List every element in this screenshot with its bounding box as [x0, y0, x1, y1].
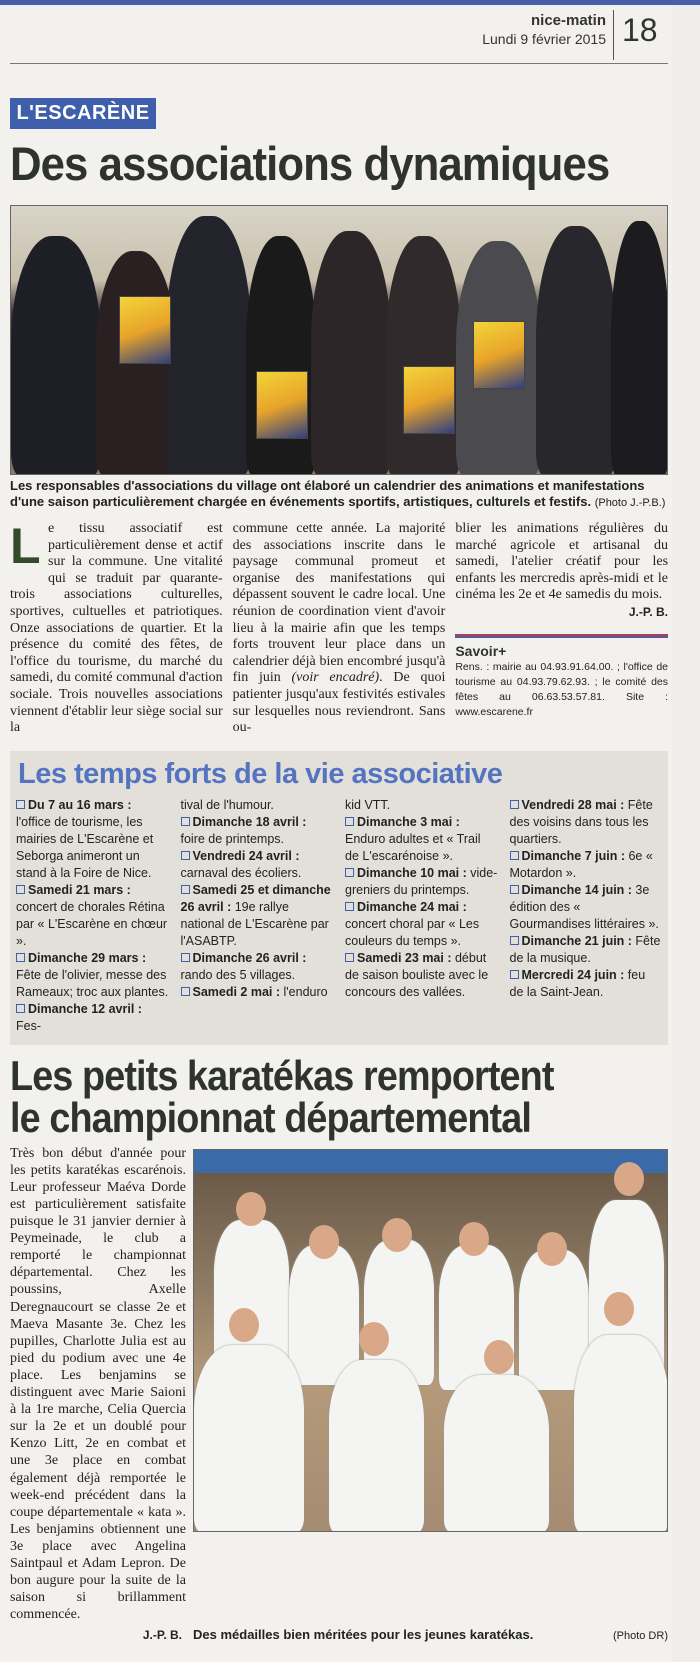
event-date: Dimanche 24 mai :: [357, 899, 467, 914]
event-date: Dimanche 21 juin :: [521, 933, 632, 948]
event-date: Vendredi 28 mai :: [521, 797, 625, 812]
event-date: Mercredi 24 juin :: [521, 967, 625, 982]
events-column: [510, 797, 663, 1035]
article-column-1: [10, 521, 223, 737]
square-bullet-icon: [345, 953, 354, 962]
square-bullet-icon: [16, 885, 25, 894]
event-item: [510, 967, 663, 1001]
column-text: e tissu associatif est particulièrement dense et actif sur la commune. Une vitalité qui se traduit par quarante-trois associations culturelles, sportives, cultuelles et patriotiques. Onze associations de quartier. Et la présence du comité des fêtes, de l'office du tourisme, du marché du samedi, du comité communal d'action sociale. Trois nouvelles associations viennent d'établir leur siège social sur la: [10, 521, 223, 736]
event-item: [510, 933, 663, 967]
square-bullet-icon: [510, 885, 519, 894]
column-text: blier les animations régulières du marché agricole et artisanal du samedi, l'atelier créatif pour les enfants les mercredis après-midi et le cinéma les 2e et 4e samedis du mois.: [455, 521, 669, 603]
savoir-text: Rens. : mairie au 04.93.91.64.00. ; l'office de tourisme au 04.93.79.62.93. ; le comité des fêtes au 06.63.53.57.81. Site : www.escarene.fr: [455, 660, 669, 718]
event-item: [510, 848, 663, 882]
square-bullet-icon: [510, 851, 519, 860]
event-item: [181, 882, 334, 950]
square-bullet-icon: [181, 851, 190, 860]
event-item: [181, 814, 334, 848]
event-item: [345, 797, 498, 814]
event-text: 6e « Motardon ».: [509, 848, 653, 880]
photo-credit: (Photo J.-P.B.): [594, 497, 666, 509]
event-text: début de saison bouliste avec le concours des vallées.: [345, 950, 489, 999]
event-text: Enduro adultes et « Trail de L'escarénoise ».: [345, 831, 481, 863]
square-bullet-icon: [181, 817, 190, 826]
event-item: [345, 814, 498, 865]
square-bullet-icon: [16, 953, 25, 962]
column-emphasis: (voir encadré): [291, 670, 380, 686]
section-label: L'ESCARÈNE: [10, 98, 156, 129]
photo-caption: Des médailles bien méritées pour les jeunes karatékas.: [193, 1627, 534, 1643]
square-bullet-icon: [345, 817, 354, 826]
event-date: Dimanche 10 mai :: [357, 865, 467, 880]
event-text: kid VTT.: [345, 797, 391, 812]
issue-date: Lundi 9 février 2015: [482, 31, 606, 47]
event-item: [16, 1001, 169, 1035]
square-bullet-icon: [510, 800, 519, 809]
title-line: le championnat départemental: [10, 1093, 531, 1141]
event-date: Dimanche 29 mars :: [28, 950, 147, 965]
events-column: [181, 797, 334, 1035]
event-item: [345, 950, 498, 1001]
event-item: [345, 899, 498, 950]
event-date: Dimanche 3 mai :: [357, 814, 460, 829]
author-signature: J.-P. B.: [142, 1628, 182, 1643]
events-columns: [16, 797, 662, 1035]
square-bullet-icon: [510, 936, 519, 945]
article-title-2: [10, 1051, 668, 1141]
events-box: [10, 751, 668, 1045]
publication-name: nice-matin: [530, 12, 606, 29]
event-item: [181, 848, 334, 882]
event-text: concert choral par « Les couleurs du temps ».: [345, 916, 480, 948]
square-bullet-icon: [16, 1004, 25, 1013]
event-text: concert de chorales Rétina par « L'Escarène en chœur ».: [16, 899, 168, 948]
event-text: carnaval des écoliers.: [180, 865, 302, 880]
caption-text: Les responsables d'associations du village ont élaboré un calendrier des animations et manifestations d'une saison particulièrement chargée en événements sportifs, artistiques, culturels et festifs.: [10, 478, 645, 509]
event-text: tival de l'humour.: [180, 797, 274, 812]
event-item: [16, 797, 169, 882]
square-bullet-icon: [181, 953, 190, 962]
square-bullet-icon: [181, 885, 190, 894]
column-text: commune cette année. La majorité des associations inscrite dans le paysage communal promeut et organise des manifestations qui dépassent souvent le cadre local. Une réunion de coordination vient d'avoir lieu à la mairie afin que les temps forts trouvent leur place dans un calendrier déjà bien encombré jusqu'à fin juin: [232, 521, 446, 686]
events-box-title: Les temps forts de la vie associative: [18, 757, 503, 790]
event-text: feu de la Saint-Jean.: [509, 967, 646, 999]
event-text: l'office de tourisme, les mairies de L'Escarène et Seborga animeront un stand à la Foire de Nice.: [16, 814, 154, 880]
event-text: rando des 5 villages.: [180, 967, 296, 982]
event-item: [345, 865, 498, 899]
event-date: Du 7 au 16 mars :: [28, 797, 132, 812]
event-date: Dimanche 12 avril :: [28, 1001, 142, 1016]
square-bullet-icon: [345, 868, 354, 877]
event-text: Fête de l'olivier, messe des Rameaux; troc aux plantes.: [16, 967, 169, 999]
savoir-title: Savoir+: [455, 642, 507, 659]
event-text: vide-greniers du printemps.: [345, 865, 498, 897]
event-item: [181, 950, 334, 984]
article-column-3: [455, 521, 668, 720]
event-date: Dimanche 26 avril :: [192, 950, 307, 965]
events-column: [16, 797, 169, 1035]
event-item: [181, 797, 334, 814]
event-text: 3e édition des « Gourmandises littéraires ».: [509, 882, 659, 931]
event-text: Fête des voisins dans tous les quartiers.: [509, 797, 653, 846]
event-date: Samedi 2 mai :: [192, 984, 281, 999]
page-flow: [10, 0, 668, 1662]
event-date: Dimanche 14 juin :: [521, 882, 632, 897]
event-text: 19e rallye national de L'Escarène par l'ASABTP.: [180, 899, 329, 948]
square-bullet-icon: [510, 970, 519, 979]
event-text: l'enduro: [280, 984, 328, 999]
page-number: 18: [622, 12, 658, 48]
event-date: Vendredi 24 avril :: [192, 848, 300, 863]
event-date: Samedi 23 mai :: [357, 950, 452, 965]
event-item: [16, 950, 169, 1001]
drop-cap: L: [10, 521, 41, 571]
event-date: Samedi 25 et dimanche 26 avril :: [180, 882, 331, 914]
event-date: Dimanche 7 juin :: [521, 848, 625, 863]
photo-credit: (Photo DR): [612, 1630, 668, 1643]
karate-caption-row: [10, 1627, 668, 1642]
article-title: Des associations dynamiques: [10, 137, 610, 190]
events-column: [345, 797, 498, 1035]
column-text: . De quoi patienter jusqu'aux festivités estivales sur lesquelles nous reviendront. Sans ou-: [232, 670, 446, 736]
savoir-rule: [455, 634, 668, 638]
karate-photo: [193, 1149, 668, 1532]
event-item: [510, 797, 663, 848]
article-columns: [10, 521, 668, 737]
title-line: Les petits karatékas remportent: [10, 1051, 554, 1099]
karate-article-body: Très bon début d'année pour les petits karatékas escarénois. Leur professeur Maéva Dorde est particulièrement satisfaite puisque le 31 janvier dernier à Peymeinade, le club a remporté le championnat départemental. Chez les poussins, Axelle Deregnaucourt se classe 2e et Maeva Masante 3e. Chez les pupilles, Charlotte Julia est au pied du podium avec une 4e place. Les benjamins se distinguent avec Marie Saioni à la 1re marche, Celia Quercia sur la 2e et un doublé pour Kenzo Litt, 2e en combat et une 3e place en combat également déjà remportée le week-end précédent dans la coupe départementale « kata ». Les benjamins obtiennent une 3e place avec Angelina Saintpaul et Adam Lepron. De bon augure pour la suite de la saison si brillamment commencée.: [10, 1145, 186, 1623]
event-date: Samedi 21 mars :: [28, 882, 131, 897]
event-text: Fes-: [16, 1018, 41, 1033]
square-bullet-icon: [16, 800, 25, 809]
event-item: [181, 984, 334, 1001]
event-item: [510, 882, 663, 933]
article-column-2: [233, 521, 446, 737]
author-signature: J.-P. B.: [628, 604, 669, 619]
event-text: Fête de la musique.: [509, 933, 661, 965]
event-text: foire de printemps.: [180, 831, 285, 846]
square-bullet-icon: [345, 902, 354, 911]
event-date: Dimanche 18 avril :: [192, 814, 307, 829]
event-item: [16, 882, 169, 950]
square-bullet-icon: [181, 987, 190, 996]
karate-section: [10, 1145, 668, 1624]
